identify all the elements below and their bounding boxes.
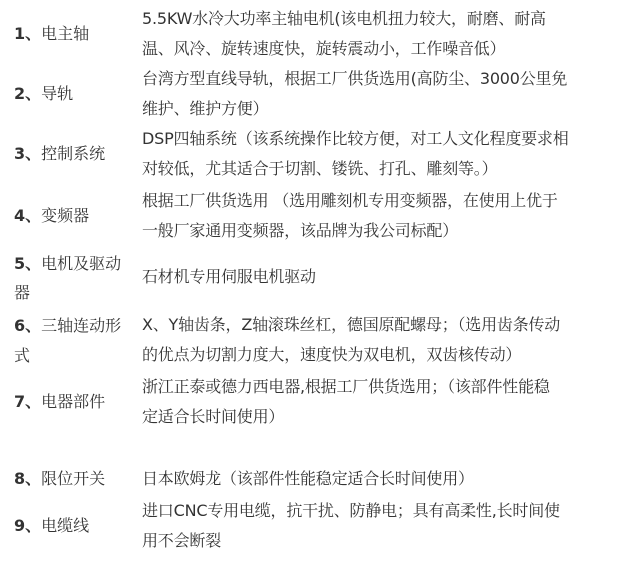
spec-description: 5.5KW水冷大功率主轴电机(该电机扭力较大，耐磨、耐高 温、风冷、旋转速度快，旋转震动小，工作噪音低）: [142, 9, 546, 58]
spec-number: 4、: [14, 206, 42, 225]
spec-name: 电缆线: [41, 516, 90, 535]
spec-description: 石材机专用伺服电机驱动: [142, 267, 316, 286]
spec-name: 控制系统: [41, 144, 106, 163]
spec-number: 6、: [14, 316, 42, 335]
spec-description: 日本欧姆龙（该部件性能稳定适合长时间使用）: [142, 469, 474, 488]
spec-name: 电主轴: [41, 24, 90, 43]
spec-name: 变频器: [41, 206, 90, 225]
spec-name: 限位开关: [41, 469, 106, 488]
spec-name: 电机及驱动 器: [14, 254, 122, 302]
spec-row-motor-driver: [0, 248, 631, 310]
spec-description: 进口CNC专用电缆，抗干扰、防静电；具有高柔性,长时间使 用不会断裂: [142, 501, 560, 550]
spec-label: [14, 201, 136, 230]
spec-number: 2、: [14, 84, 42, 103]
spec-row-inverter: [0, 186, 631, 248]
spec-row-control-system: [0, 124, 631, 186]
spec-label: [14, 19, 136, 48]
spec-row-guide-rail: [0, 64, 631, 124]
spec-name: 三轴连动形 式: [14, 316, 122, 365]
spec-row-limit-switch: [0, 464, 631, 496]
spec-row-spindle: [0, 4, 631, 64]
spec-name: 导轨: [41, 84, 74, 103]
spec-row-three-axis-linkage: [0, 310, 631, 372]
spec-label: [14, 139, 136, 168]
spec-number: 5、: [14, 254, 42, 273]
spec-label: [14, 464, 136, 493]
spec-description: X、Y轴齿条，Z轴滚珠丝杠，德国原配螺母；（选用齿条传动 的优点为切割力度大，速度快为双电机，双齿核传动）: [142, 315, 561, 364]
spec-number: 7、: [14, 392, 42, 411]
spec-number: 9、: [14, 516, 42, 535]
spec-label: [14, 511, 136, 540]
spec-label: [14, 79, 136, 108]
spec-description: 台湾方型直线导轨，根据工厂供货选用(高防尘、3000公里免 维护、维护方便）: [142, 69, 568, 118]
spec-description: DSP四轴系统（该系统操作比较方便，对工人文化程度要求相 对较低，尤其适合于切割、镂铣、打孔、雕刻等。）: [142, 129, 569, 178]
spec-label: [14, 249, 136, 307]
spec-row-electrical-parts: [0, 372, 631, 434]
spec-number: 1、: [14, 24, 42, 43]
spec-label: [14, 387, 136, 416]
spec-label: [14, 311, 136, 371]
spec-description: 浙江正泰或德力西电器,根据工厂供货选用；（该部件性能稳 定适合长时间使用）: [142, 377, 550, 426]
spec-number: 3、: [14, 144, 42, 163]
spec-name: 电器部件: [41, 392, 106, 411]
spec-description: 根据工厂供货选用 （选用雕刻机专用变频器，在使用上优于 一般厂家通用变频器，该品牌为我公司标配）: [142, 191, 558, 240]
spec-number: 8、: [14, 469, 42, 488]
spec-row-cable: [0, 496, 631, 558]
